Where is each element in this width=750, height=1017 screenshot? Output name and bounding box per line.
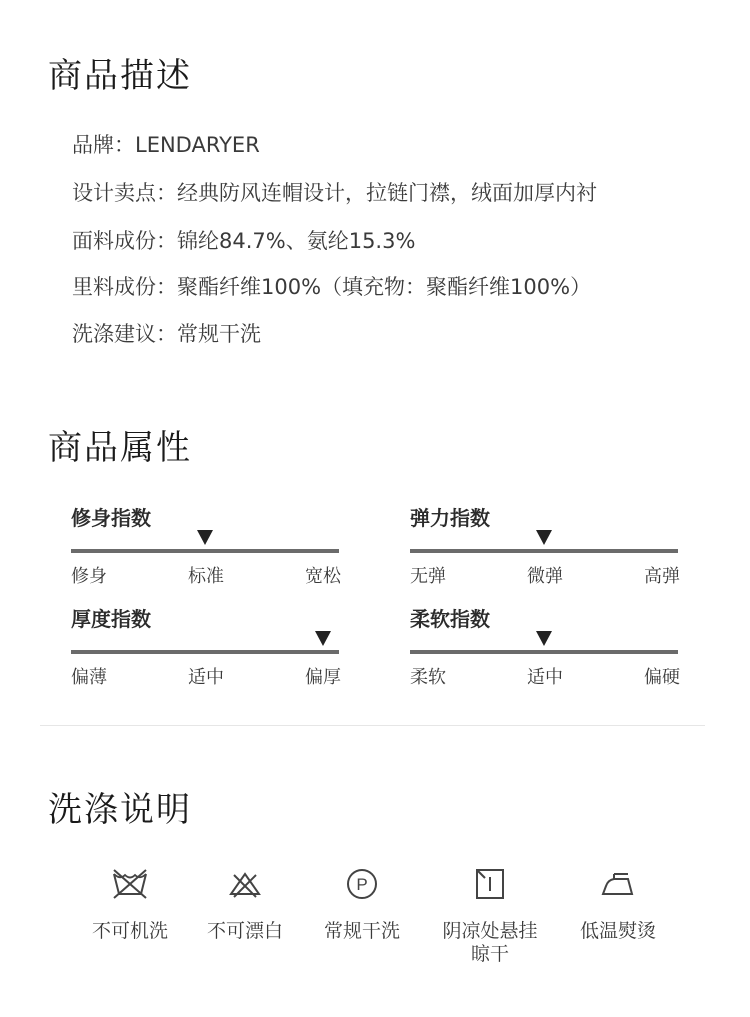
softness-index-mid: 适中 (527, 667, 563, 688)
thickness-index-marker (315, 631, 331, 646)
thickness-index-scale (71, 650, 339, 654)
fit-index-mid: 标准 (188, 566, 224, 587)
care-item-no-bleach (180, 866, 310, 943)
thickness-index-high: 偏厚 (305, 667, 341, 688)
svg-text:P: P (356, 875, 368, 894)
care-label: 不可漂白 (206, 920, 283, 942)
care-item-low-iron (553, 866, 683, 943)
fit-index (71, 502, 341, 587)
elasticity-index-marker (536, 530, 552, 545)
care-label: 阴凉处悬挂晾干 (442, 920, 538, 965)
elasticity-index-low: 无弹 (410, 566, 446, 587)
care-item-dry-clean (297, 866, 427, 943)
elasticity-index (410, 502, 680, 587)
section-divider (40, 725, 705, 726)
hang-dry-shade-icon (470, 866, 510, 902)
low-iron-icon (598, 866, 638, 902)
care-label: 低温熨烫 (579, 920, 656, 942)
care-item-hang-dry-shade (425, 866, 555, 966)
thickness-index (71, 603, 341, 688)
care-label: 常规干洗 (323, 920, 400, 942)
care-label: 不可机洗 (91, 920, 168, 942)
fit-index-low: 修身 (71, 566, 107, 587)
description-line-lining: 里料成份：聚酯纤维100%（填充物：聚酯纤维100%） (72, 275, 592, 299)
elasticity-index-high: 高弹 (644, 566, 680, 587)
description-title: 商品描述 (48, 56, 192, 96)
softness-index-scale (410, 650, 678, 654)
softness-index-marker (536, 631, 552, 646)
softness-index-label: 柔软指数 (410, 607, 490, 631)
softness-index-low: 柔软 (410, 667, 446, 688)
softness-index (410, 603, 680, 688)
elasticity-index-label: 弹力指数 (410, 506, 490, 530)
care-item-no-machine-wash (65, 866, 195, 943)
softness-index-high: 偏硬 (644, 667, 680, 688)
dry-clean-icon (342, 866, 382, 902)
elasticity-index-scale (410, 549, 678, 553)
description-line-fabric: 面料成份：锦纶84.7%、氨纶15.3% (72, 229, 416, 253)
thickness-index-mid: 适中 (188, 667, 224, 688)
no-machine-wash-icon (110, 866, 150, 902)
fit-index-marker (197, 530, 213, 545)
description-line-brand: 品牌：LENDARYER (72, 133, 260, 157)
care-title: 洗涤说明 (48, 790, 192, 830)
attributes-title: 商品属性 (48, 428, 192, 468)
elasticity-index-mid: 微弹 (527, 566, 563, 587)
description-line-washing: 洗涤建议：常规干洗 (72, 322, 261, 346)
thickness-index-low: 偏薄 (71, 667, 107, 688)
thickness-index-label: 厚度指数 (71, 607, 151, 631)
fit-index-scale (71, 549, 339, 553)
no-bleach-icon (225, 866, 265, 902)
description-line-design: 设计卖点：经典防风连帽设计，拉链门襟，绒面加厚内衬 (72, 181, 597, 205)
fit-index-label: 修身指数 (71, 506, 151, 530)
fit-index-high: 宽松 (305, 566, 341, 587)
